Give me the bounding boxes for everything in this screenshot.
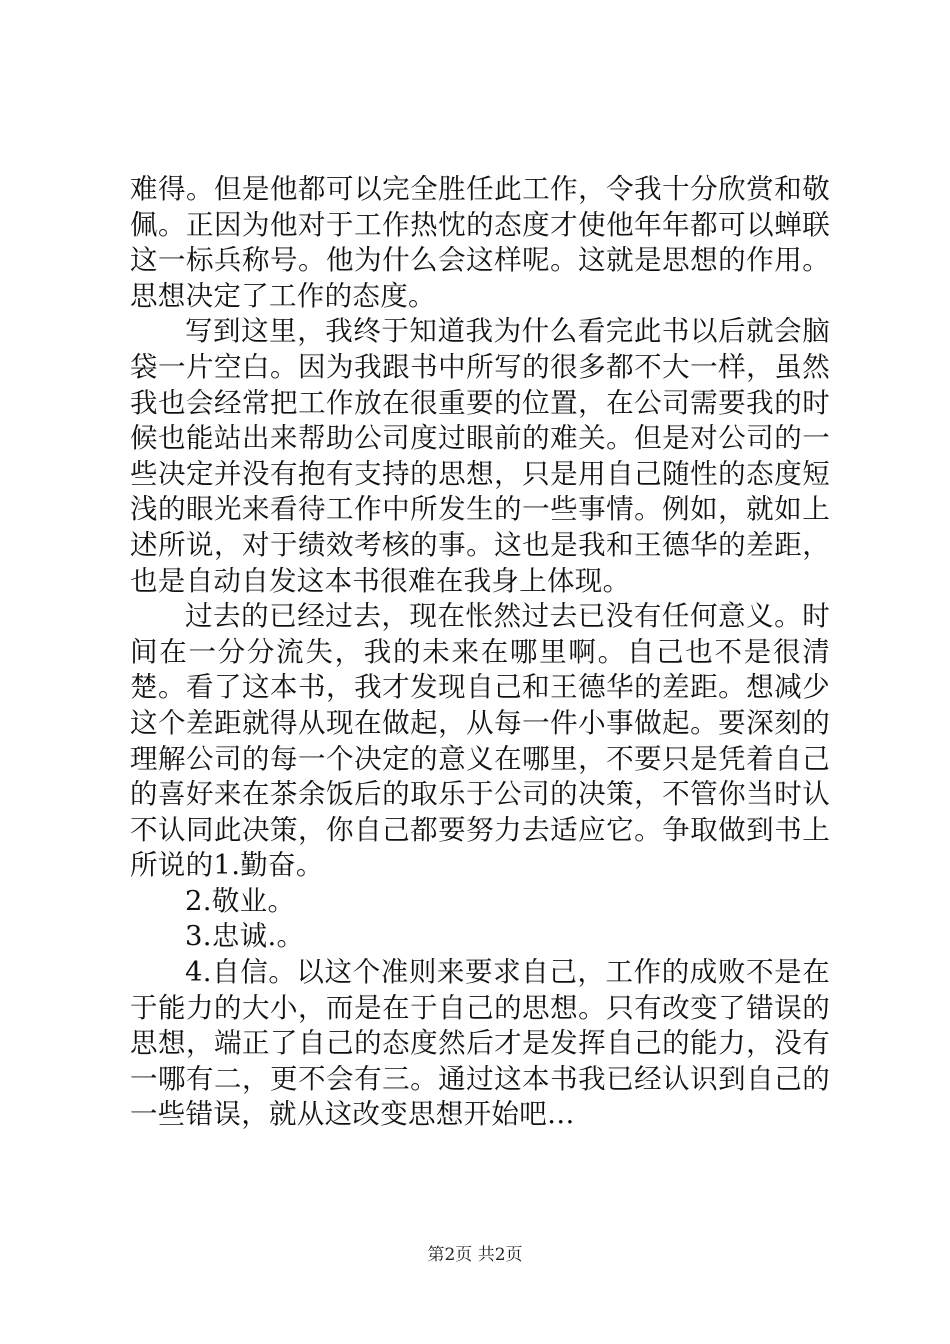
page-footer xyxy=(0,1243,950,1267)
page-number: 第2页 共2页 xyxy=(427,1245,523,1265)
list-item: 4.自信。以这个准则来要求自己，工作的成败不是在于能力的大小，而是在于自己的思想。只有改变了错误的思想，端正了自己的态度然后才是发挥自己的能力，没有一哪有二，更不会有三。通过这本书我已经认识到自己的一些错误，就从这改变思想开始吧… xyxy=(130,956,830,1131)
paragraph: 过去的已经过去，现在怅然过去已没有任何意义。时间在一分分流失，我的未来在哪里啊。自己也不是很清楚。看了这本书，我才发现自己和王德华的差距。想减少这个差距就得从现在做起，从每一件小事做起。要深刻的理解公司的每一个决定的意义在哪里，不要只是凭着自己的喜好来在茶余饭后的取乐于公司的决策，不管你当时认不认同此决策，你自己都要努力去适应它。争取做到书上所说的1.勤奋。 xyxy=(130,600,830,882)
paragraph-continuation: 难得。但是他都可以完全胜任此工作，令我十分欣赏和敬佩。正因为他对于工作热忱的态度才使他年年都可以蝉联这一标兵称号。他为什么会这样呢。这就是思想的作用。思想决定了工作的态度。 xyxy=(130,173,830,312)
document-body xyxy=(130,172,830,1133)
list-item: 3.忠诚.。 xyxy=(185,920,305,953)
paragraph: 写到这里，我终于知道我为什么看完此书以后就会脑袋一片空白。因为我跟书中所写的很多都不大一样，虽然我也会经常把工作放在很重要的位置，在公司需要我的时候也能站出来帮助公司度过眼前的难关。但是对公司的一些决定并没有抱有支持的思想，只是用自己随性的态度短浅的眼光来看待工作中所发生的一些事情。例如，就如上述所说，对于绩效考核的事。这也是我和王德华的差距，也是自动自发这本书很难在我身上体现。 xyxy=(130,315,830,597)
list-item: 2.敬业。 xyxy=(185,884,296,917)
